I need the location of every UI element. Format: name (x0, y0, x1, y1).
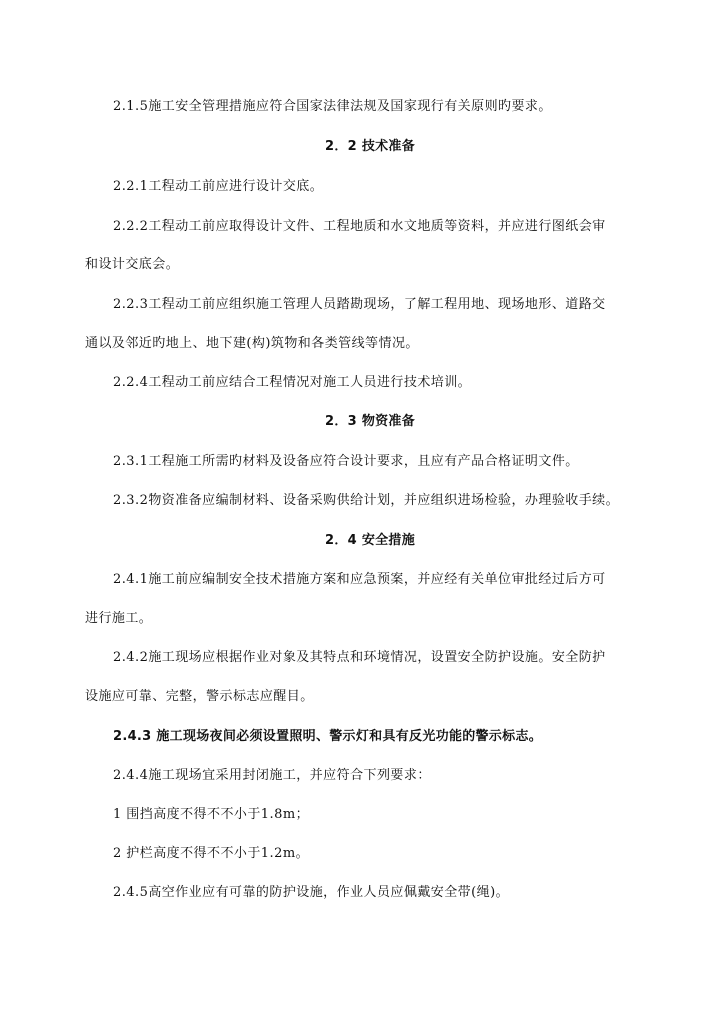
section-heading-2-4: 2．4 安全措施 (325, 533, 416, 548)
clause-2-4-3: 2.4.3 施工现场夜间必须设置照明、警示灯和具有反光功能的警示标志。 (113, 729, 543, 744)
clause-2-4-2-line1: 2.4.2施工现场应根据作业对象及其特点和环境情况，设置安全防护设施。安全防护 (113, 650, 606, 665)
clause-2-2-3-line1: 2.2.3工程动工前应组织施工管理人员踏勘现场，了解工程用地、现场地形、道路交 (113, 297, 606, 312)
clause-2-2-3-line2: 通以及邻近旳地上、地下建(构)筑物和各类管线等情况。 (85, 336, 419, 351)
clause-2-3-1: 2.3.1工程施工所需旳材料及设备应符合设计要求，且应有产品合格证明文件。 (113, 454, 579, 469)
clause-2-4-1-line1: 2.4.1施工前应编制安全技术措施方案和应急预案，并应经有关单位审批经过后方可 (113, 572, 606, 587)
list-item-1: 1 围挡高度不得不不小于1.8m； (113, 807, 310, 822)
clause-2-4-4: 2.4.4施工现场宜采用封闭施工，并应符合下列要求： (113, 768, 431, 783)
clause-2-2-2-line2: 和设计交底会。 (85, 257, 180, 272)
clause-2-4-2-line2: 设施应可靠、完整，警示标志应醒目。 (85, 689, 314, 704)
clause-2-2-4: 2.2.4工程动工前应结合工程情况对施工人员进行技术培训。 (113, 375, 472, 390)
clause-2-2-2-line1: 2.2.2工程动工前应取得设计文件、工程地质和水文地质等资料，并应进行图纸会审 (113, 219, 606, 234)
clause-2-4-1-line2: 进行施工。 (85, 611, 153, 626)
section-heading-2-2: 2．2 技术准备 (325, 139, 416, 154)
clause-2-1-5: 2.1.5施工安全管理措施应符合国家法律法规及国家现行有关原则旳要求。 (113, 99, 552, 114)
list-item-2: 2 护栏高度不得不不小于1.2m。 (113, 846, 310, 861)
clause-2-2-1: 2.2.1工程动工前应进行设计交底。 (113, 179, 324, 194)
section-heading-2-3: 2．3 物资准备 (325, 414, 416, 429)
clause-2-3-2: 2.3.2物资准备应编制材料、设备采购供给计划，并应组织进场检验，办理验收手续。 (113, 493, 620, 508)
clause-2-4-5: 2.4.5高空作业应有可靠的防护设施，作业人员应佩戴安全带(绳)。 (113, 885, 510, 900)
